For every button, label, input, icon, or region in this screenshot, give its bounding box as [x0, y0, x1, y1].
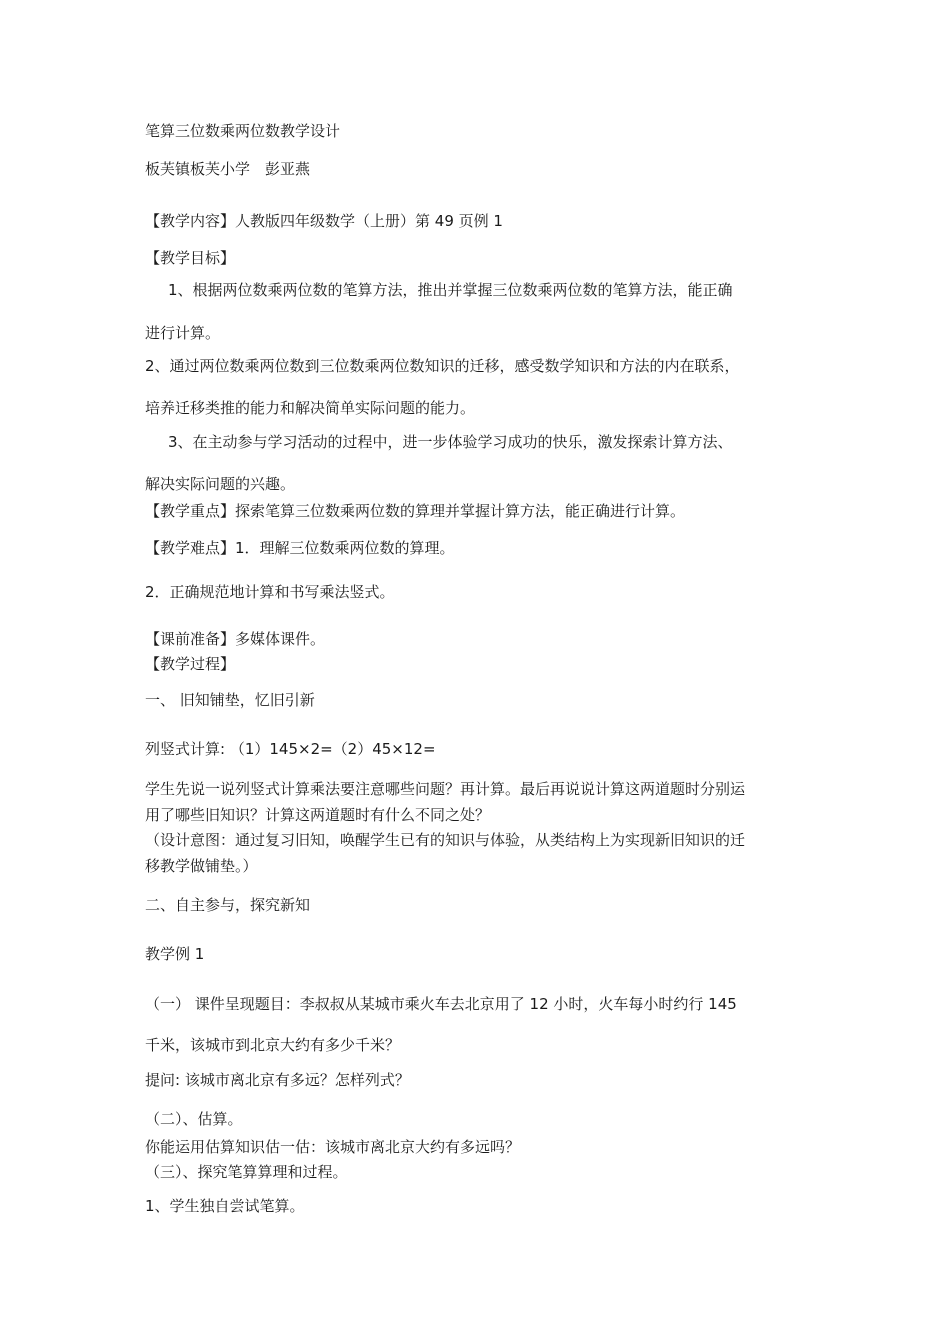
example-heading: 教学例 1 [145, 945, 205, 963]
section-1-heading: 一、 旧知铺垫，忆旧引新 [145, 691, 315, 709]
goal-3-line-1: 3、在主动参与学习活动的过程中，进一步体验学习成功的快乐，激发探索计算方法、 [168, 433, 733, 451]
goal-3-line-2: 解决实际问题的兴趣。 [145, 475, 296, 493]
process-heading: 【教学过程】 [145, 655, 236, 673]
design-intent-line-2: 移教学做铺垫。） [145, 857, 258, 875]
document-title: 笔算三位数乘两位数教学设计 [145, 122, 341, 140]
section-2-heading: 二、自主参与，探究新知 [145, 896, 311, 914]
key-point: 【教学重点】探索笔算三位数乘两位数的算理并掌握计算方法，能正确进行计算。 [145, 502, 686, 520]
goals-heading: 【教学目标】 [145, 249, 236, 267]
step-1-line-1: （一） 课件呈现题目：李叔叔从某城市乘火车去北京用了 12 小时，火车每小时约行 145 [145, 995, 737, 1013]
author-line: 板芙镇板芙小学 彭亚燕 [145, 160, 311, 178]
teaching-content: 【教学内容】人教版四年级数学（上册）第 49 页例 1 [145, 212, 503, 230]
paragraph-1-line-2: 用了哪些旧知识？计算这两道题时有什么不同之处？ [145, 806, 491, 824]
design-intent-line-1: （设计意图：通过复习旧知，唤醒学生已有的知识与体验，从类结构上为实现新旧知识的迁 [145, 831, 746, 849]
goal-2-line-2: 培养迁移类推的能力和解决简单实际问题的能力。 [145, 399, 476, 417]
goal-1-line-1: 1、根据两位数乘两位数的笔算方法，推出并掌握三位数乘两位数的笔算方法，能正确 [168, 281, 733, 299]
paragraph-1-line-1: 学生先说一说列竖式计算乘法要注意哪些问题？再计算。最后再说说计算这两道题时分别运 [145, 780, 746, 798]
preparation: 【课前准备】多媒体课件。 [145, 630, 326, 648]
step-2-text: 你能运用估算知识估一估：该城市离北京大约有多远吗？ [145, 1138, 521, 1156]
difficulty-1: 【教学难点】1．理解三位数乘两位数的算理。 [145, 539, 455, 557]
step-3-heading: （三）、探究笔算算理和过程。 [145, 1163, 348, 1181]
goal-1-line-2: 进行计算。 [145, 324, 221, 342]
goal-2-line-1: 2、通过两位数乘两位数到三位数乘两位数知识的迁移，感受数学知识和方法的内在联系， [145, 357, 740, 375]
step-1-line-2: 千米，该城市到北京大约有多少千米？ [145, 1036, 401, 1054]
question: 提问: 该城市离北京有多远？怎样列式？ [145, 1071, 410, 1089]
step-3-item-1: 1、学生独自尝试笔算。 [145, 1197, 305, 1215]
vertical-calculation: 列竖式计算: （1）145×2=（2）45×12= [145, 740, 436, 758]
difficulty-2: 2．正确规范地计算和书写乘法竖式。 [145, 583, 395, 601]
step-2-heading: （二）、估算。 [145, 1110, 243, 1128]
